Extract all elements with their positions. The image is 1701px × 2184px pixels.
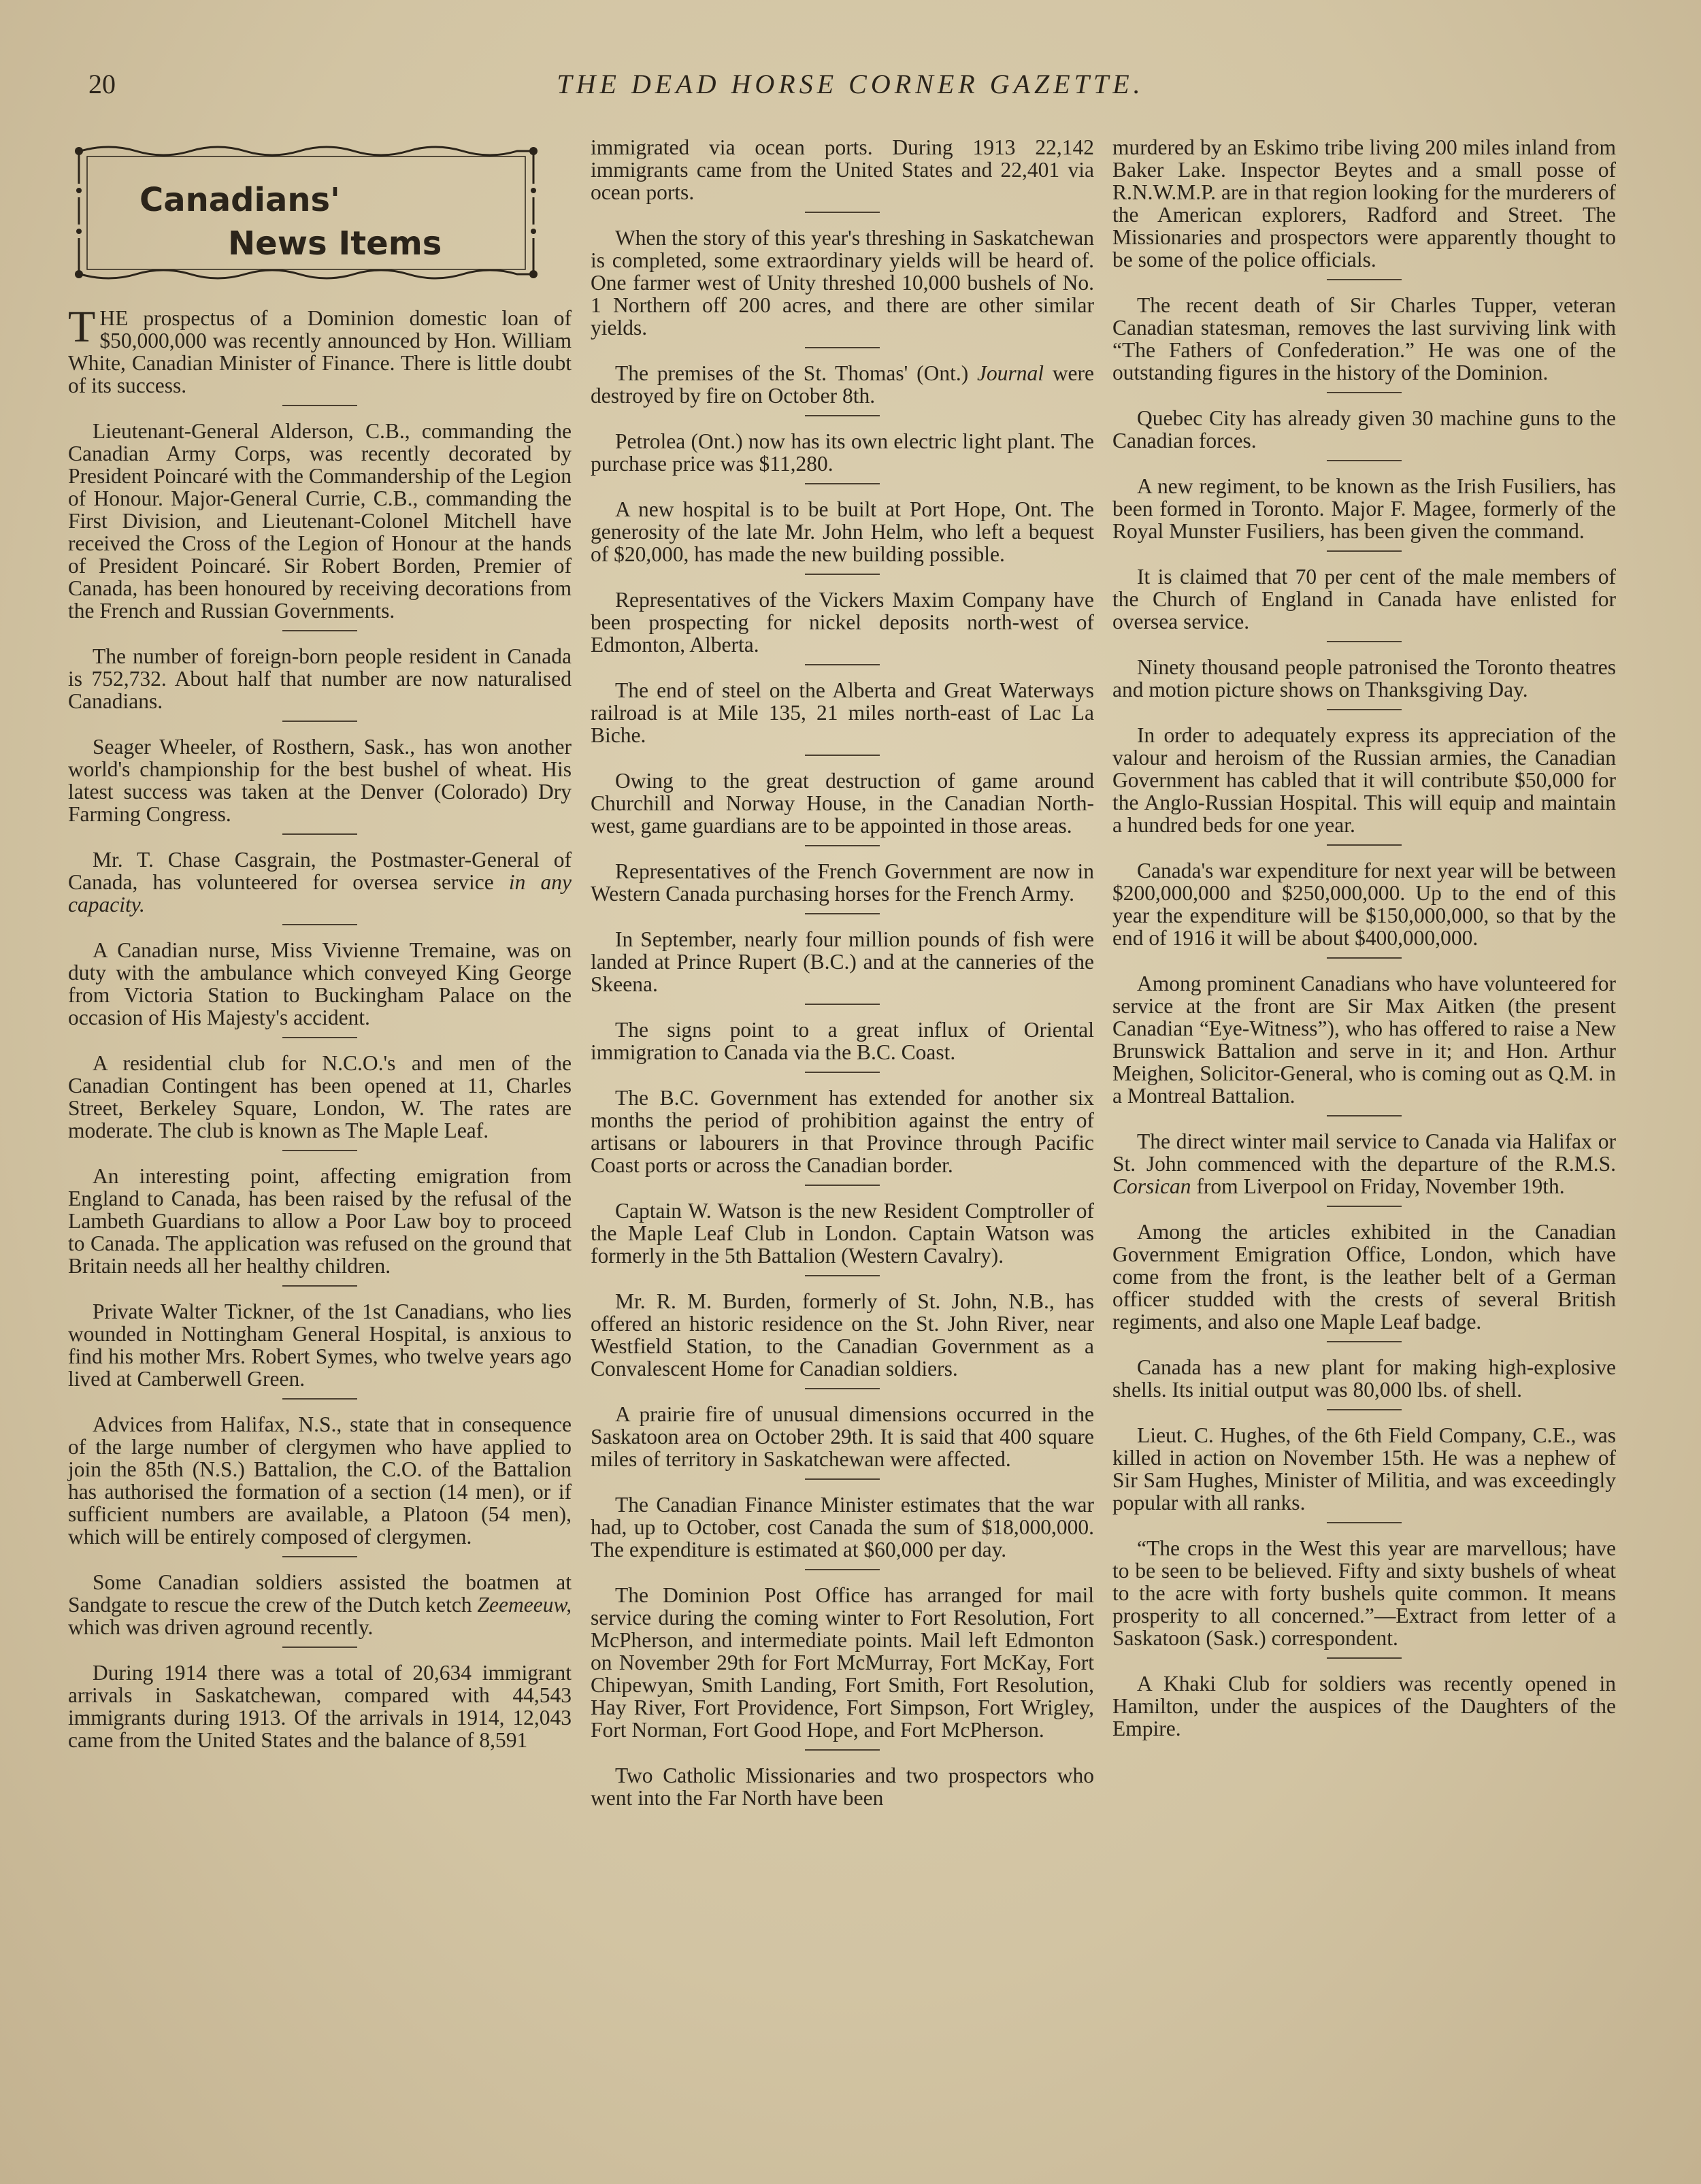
item-separator [805,1478,880,1480]
news-item-text: Advices from Halifax, N.S., state that in consequence of the large number of clergymen who have applied to join the 85th (N.S.) Battalion, the C.O. of the Battalion has authorised the formation of a section (14 men), or if sufficient numbers are available, a Platoon (54 men), which will be entirely composed of clergymen. [68,1412,572,1549]
news-item-text: Seager Wheeler, of Rosthern, Sask., has won another world's championship for the best bushel of wheat. His latest success was taken at the Denver (Colorado) Dry Farming Congress. [68,735,572,826]
item-separator [805,913,880,914]
item-separator [805,347,880,348]
column-1 [68,136,572,1751]
column-2 [591,136,1094,1809]
news-item [68,1661,572,1751]
news-item [1112,1672,1616,1740]
news-item [591,1087,1094,1176]
news-item-text: The direct winter mail service to Canada via Halifax or St. John commenced with the departure of the R.M.S. [1112,1129,1616,1176]
news-item-text: The B.C. Government has extended for another six months the period of prohibition against the entry of artisans or labourers in that Province through Pacific Coast ports or across the Canadian border. [591,1086,1094,1177]
news-item-text: A new regiment, to be known as the Irish Fusiliers, has been formed in Toronto. Major F. Magee, formerly of the Royal Munster Fusiliers, has been given the command. [1112,474,1616,543]
italic-text: Zeemeeuw, [477,1593,572,1617]
news-item-text: It is claimed that 70 per cent of the male members of the Church of England in Canada have enlisted for oversea service. [1112,565,1616,633]
news-item-text: Two Catholic Missionaries and two prospectors who went into the Far North have been [591,1764,1094,1810]
news-item-text: Private Walter Tickner, of the 1st Canadians, who lies wounded in Nottingham General Hospital, is anxious to find his mother Mrs. Robert Symes, who twelve years ago lived at Camberwell Green. [68,1300,572,1391]
item-separator [805,1185,880,1186]
news-item [1112,294,1616,384]
item-separator [1327,1409,1402,1410]
column-3 [1112,136,1616,1740]
news-item [591,1199,1094,1267]
news-item [1112,475,1616,542]
news-item-text: The Canadian Finance Minister estimates that the war had, up to October, cost Canada the sum of $18,000,000. The expenditure is estimated at $60,000 per day. [591,1493,1094,1561]
item-separator [282,924,357,925]
item-separator [282,1037,357,1038]
item-separator [282,833,357,835]
news-item [1112,1221,1616,1333]
news-item-text: Quebec City has already given 30 machine guns to the Canadian forces. [1112,406,1616,452]
news-item-text: In order to adequately express its appreciation of the valour and heroism of the Russian armies, the Canadian Government has cabled that it will contribute $50,000 for the Anglo-Russian Hospital. This will equip and maintain a hundred beds for one year. [1112,723,1616,837]
item-separator [805,483,880,484]
box-title-line1: Canadians' [139,181,340,219]
news-item [68,735,572,825]
news-item [68,1165,572,1277]
item-separator [282,1398,357,1400]
gazette-title: THE DEAD HORSE CORNER GAZETTE. [557,69,1144,99]
news-item [591,679,1094,746]
news-item [68,645,572,712]
item-separator [1327,709,1402,710]
item-separator [805,755,880,756]
news-item-text: The recent death of Sir Charles Tupper, veteran Canadian statesman, removes the last surviving link with “The Fathers of Confederation.” He was one of the outstanding figures in the history of the Dominion. [1112,293,1616,384]
news-item [1112,1537,1616,1649]
italic-text: Journal [977,361,1044,385]
news-item-text: A residential club for N.C.O.'s and men of the Canadian Contingent has been opened at 11, Charles Street, Berkeley Square, London, W. The rates are moderate. The club is known as The Maple Leaf. [68,1051,572,1142]
column-2-items [591,136,1094,1809]
news-item [68,302,572,397]
italic-text: Corsican [1112,1174,1191,1198]
news-item [1112,724,1616,836]
news-item-text: During 1914 there was a total of 20,634 immigrant arrivals in Saskatchewan, compared with 44,543 immigrants during 1913. Of the arrivals in 1914, 12,043 came from the United States and the balance of 8,591 [68,1661,572,1752]
news-item-text: Among prominent Canadians who have volunteered for service at the front are Sir Max Aitken (the present Canadian “Eye-Witness”), who has offered to raise a New Brunswick Battalion and serve in it; and Hon. Arthur Meighen, Solicitor-General, who is coming out as Q.M. in a Montreal Battalion. [1112,972,1616,1108]
item-separator [1327,550,1402,552]
news-item [68,420,572,622]
news-item [591,1290,1094,1380]
drop-cap: T [68,302,96,352]
item-separator [282,630,357,631]
news-item [591,1764,1094,1809]
item-separator [282,405,357,406]
box-title-line2: News Items [228,225,442,263]
news-item [591,928,1094,995]
item-separator [1327,1206,1402,1207]
news-item [591,227,1094,339]
news-item [1112,1130,1616,1197]
item-separator [1327,392,1402,393]
news-items-title-box [68,136,544,289]
news-item [68,1052,572,1142]
news-item [591,589,1094,656]
news-item [591,1584,1094,1741]
item-separator [282,1556,357,1557]
news-item [1112,859,1616,949]
news-item [1112,136,1616,271]
item-separator [805,1072,880,1073]
page-header [88,68,1613,109]
news-item [68,848,572,916]
item-separator [805,1004,880,1005]
news-item-text: “The crops in the West this year are marvellous; have to be seen to be believed. Fifty and sixty bushels of wheat to the acre with forty bushels quite common. It means prosperity to all concerned.”—Extract from letter of a Saskatoon (Sask.) correspondent. [1112,1536,1616,1650]
news-item-text-cont: from Liverpool on Friday, November 19th. [1196,1174,1565,1198]
news-item [68,1300,572,1390]
column-1-items [68,302,572,1752]
item-separator [282,721,357,722]
news-item-text: Mr. T. Chase Casgrain, the Postmaster-General of Canada, has volunteered for oversea service [68,848,572,894]
page-number: 20 [88,69,116,99]
news-item [68,1413,572,1548]
item-separator [1327,844,1402,846]
item-separator [805,1275,880,1276]
news-item-text: Petrolea (Ont.) now has its own electric light plant. The purchase price was $11,280. [591,429,1094,476]
news-item-text-cont: were destroyed by fire on October 8th. [591,361,1095,408]
item-separator [805,664,880,665]
item-separator [1327,279,1402,280]
news-item-text: Captain W. Watson is the new Resident Comptroller of the Maple Leaf Club in London. Captain Watson was formerly in the 5th Battalion (Western Cavalry). [591,1199,1094,1268]
news-item [591,1019,1094,1063]
news-item-text: murdered by an Eskimo tribe living 200 miles inland from Baker Lake. Inspector Beytes and a small posse of R.N.W.M.P. are in that region looking for the murderers of the American explorers, Radford and Street. The Missionaries and prospectors were apparently thought to be some of the police officials. [1112,135,1616,271]
news-item-text: Lieut. C. Hughes, of the 6th Field Company, C.E., was killed in action on November 15th. He was a nephew of Sir Sam Hughes, Minister of Militia, and was exceedingly popular with all ranks. [1112,1423,1616,1515]
news-item-text: Some Canadian soldiers assisted the boatmen at Sandgate to rescue the crew of the Dutch ketch [68,1570,572,1617]
italic-text: in any capacity. [68,870,572,916]
news-item-text: The Dominion Post Office has arranged for mail service during the coming winter to Fort Resolution, Fort McPherson, and intermediate points. Mail left Edmonton on November 29th for Fort McMurray, Fort McKay, Fort Chipewyan, Smith Landing, Fort Smith, Fort Resolution, Hay River, Fort Providence, Fort Simpson, Fort Wrigley, Fort Norman, Fort Good Hope, and Fort McPherson. [591,1583,1094,1742]
item-separator [1327,460,1402,461]
news-item-text: Mr. R. M. Burden, formerly of St. John, N.B., has offered an historic residence on the St. John River, near Westfield Station, to the Canadian Government as a Convalescent Home for Canadian soldiers. [591,1289,1094,1380]
item-separator [1327,1657,1402,1659]
news-item-text: Ninety thousand people patronised the Toronto theatres and motion picture shows on Thanksgiving Day. [1112,655,1616,701]
news-item-text: The end of steel on the Alberta and Great Waterways railroad is at Mile 135, 21 miles north-east of Lac La Biche. [591,678,1094,747]
item-separator [282,1647,357,1648]
news-item-text: immigrated via ocean ports. During 1913 22,142 immigrants came from the United States and 22,401 via ocean ports. [591,135,1094,204]
news-item-text: A Canadian nurse, Miss Vivienne Tremaine, was on duty with the ambulance which conveyed King George from Victoria Station to Buckingham Palace on the occasion of His Majesty's accident. [68,938,572,1029]
news-item [591,430,1094,475]
news-item-text: Representatives of the French Government are now in Western Canada purchasing horses for the French Army. [591,859,1094,906]
news-item-text: HE prospectus of a Dominion domestic loan of $50,000,000 was recently announced by Hon. William White, Canadian Minister of Finance. There is little doubt of its success. [68,306,572,397]
news-item [591,1403,1094,1470]
news-item-text-cont: which was driven aground recently. [68,1615,374,1639]
item-separator [1327,1115,1402,1116]
news-item-text: Owing to the great destruction of game around Churchill and Norway House, in the Canadian North-west, game guardians are to be appointed in those areas. [591,769,1094,838]
news-item [591,136,1094,203]
news-item [591,860,1094,905]
item-separator [282,1285,357,1287]
news-item-text: The signs point to a great influx of Oriental immigration to Canada via the B.C. Coast. [591,1018,1094,1064]
item-separator [805,1388,880,1389]
news-item-text: A Khaki Club for soldiers was recently opened in Hamilton, under the auspices of the Daughters of the Empire. [1112,1672,1616,1740]
news-item [591,770,1094,837]
news-item-text: An interesting point, affecting emigration from England to Canada, has been raised by the refusal of the Lambeth Guardians to allow a Poor Law boy to proceed to Canada. The application was refused on the ground that Britain needs all her healthy children. [68,1164,572,1278]
news-item-text: The number of foreign-born people resident in Canada is 752,732. About half that number are now naturalised Canadians. [68,644,572,713]
news-item-text: When the story of this year's threshing in Saskatchewan is completed, some extraordinary yields will be heard of. One farmer west of Unity threshed 10,000 bushels of No. 1 Northern off 200 acres, and there are other similar yields. [591,226,1094,340]
news-item-text: Lieutenant-General Alderson, C.B., commanding the Canadian Army Corps, was recently decorated by President Poincaré with the Commandership of the Legion of Honour. Major-General Currie, C.B., commanding the First Division, and Lieutenant-Colonel Mitchell have received the Cross of the Legion of Honour at the hands of President Poincaré. Sir Robert Borden, Premier of Canada, has been honoured by receiving decorations from the French and Russian Governments. [68,419,572,623]
news-item [1112,407,1616,452]
news-item [68,939,572,1029]
news-item-text: A new hospital is to be built at Port Hope, Ont. The generosity of the late Mr. John Helm, who left a bequest of $20,000, has made the new building possible. [591,497,1094,566]
news-item [591,498,1094,565]
column-3-items [1112,136,1616,1740]
news-item [1112,565,1616,633]
news-item [1112,656,1616,701]
news-item-text: Among the articles exhibited in the Canadian Government Emigration Office, London, which have come from the front, is the leather belt of a German officer studded with the crests of several British regiments, and also one Maple Leaf badge. [1112,1220,1616,1334]
news-item [68,1571,572,1638]
item-separator [805,1569,880,1570]
news-item-text: A prairie fire of unusual dimensions occurred in the Saskatoon area on October 29th. It is said that 400 square miles of territory in Saskatchewan were affected. [591,1402,1094,1471]
news-item-text: In September, nearly four million pounds of fish were landed at Prince Rupert (B.C.) and at the canneries of the Skeena. [591,927,1094,996]
news-item-text: The premises of the St. Thomas' (Ont.) [615,361,969,385]
item-separator [282,1150,357,1151]
news-item-text: Representatives of the Vickers Maxim Company have been prospecting for nickel deposits north-west of Edmonton, Alberta. [591,588,1094,657]
item-separator [1327,1522,1402,1523]
item-separator [1327,957,1402,959]
item-separator [805,1749,880,1751]
news-item [1112,972,1616,1107]
item-separator [1327,1341,1402,1342]
item-separator [805,212,880,213]
news-item [591,362,1094,407]
item-separator [805,845,880,846]
news-item [1112,1424,1616,1514]
news-item [591,1493,1094,1561]
news-item [1112,1356,1616,1401]
item-separator [1327,641,1402,642]
item-separator [805,574,880,575]
item-separator [805,415,880,416]
news-item-text: Canada's war expenditure for next year will be between $200,000,000 and $250,000,000. Up to the end of this year the expenditure will be $150,000,000, so that by the end of 1916 it will be about $400,000,000. [1112,859,1616,950]
news-item-text: Canada has a new plant for making high-explosive shells. Its initial output was 80,000 lbs. of shell. [1112,1355,1616,1402]
